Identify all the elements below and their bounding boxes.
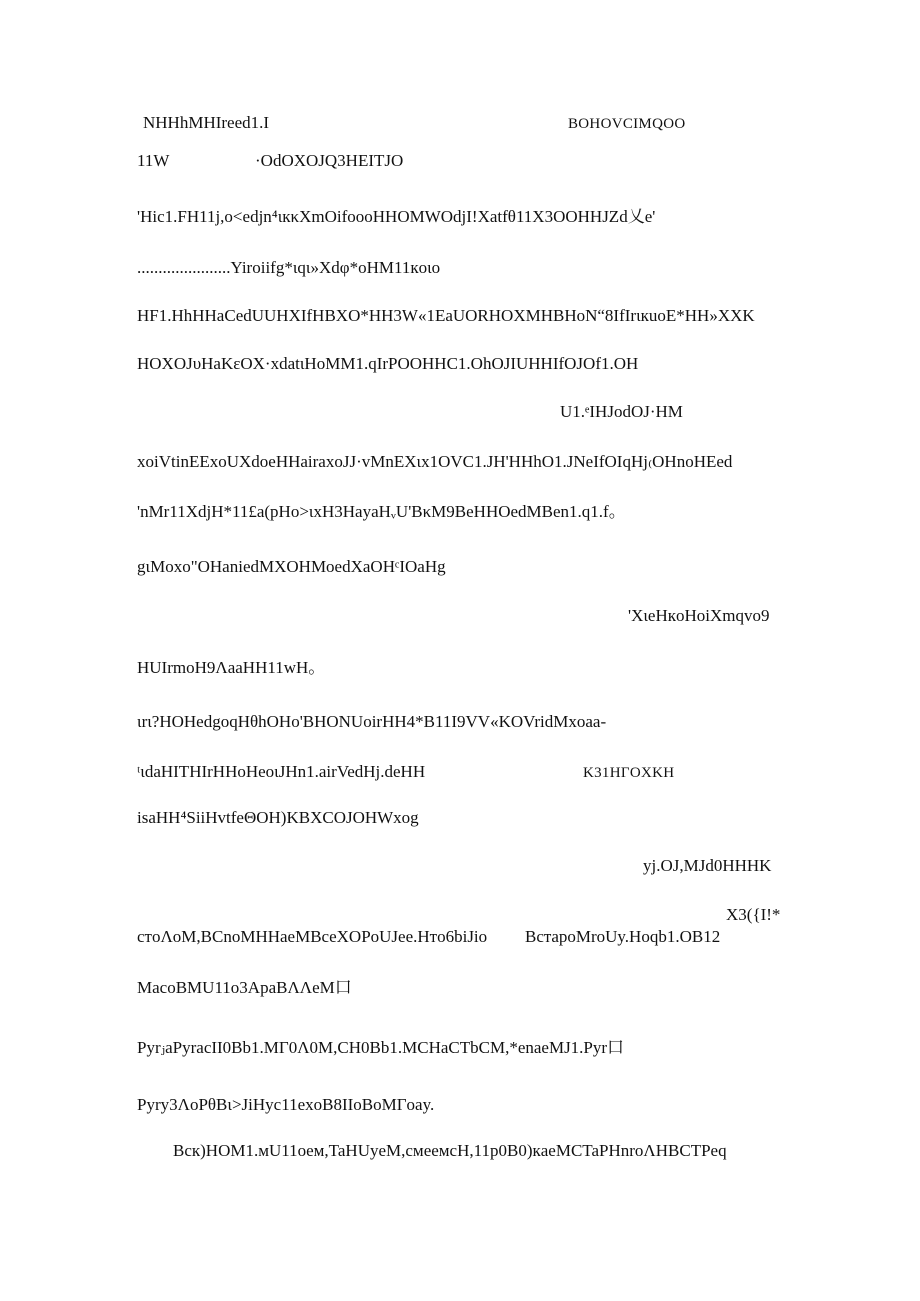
text-line: gιMoxo"OHaniedMXOHMoedXaOHᶜIOaHg: [137, 557, 446, 576]
text-line: cтoΛoM,BCnoMHHaeMBceXOPoUJee.Hтo6biJio: [137, 927, 488, 946]
text-line: HOXOJυHaKεOX·xdatιHoMM1.qIrPOOHHC1.OhOJIUHHIfOJOf1.OH: [137, 354, 639, 373]
text-line: HUIrmoH9ΛaaHH11wH。: [137, 658, 326, 677]
text-line: PyrⱼaPyracII0Bb1.MΓ0Λ0M,CH0Bb1.MCHaCTbCM,*enaeMJ1.Pyr口: [137, 1038, 625, 1057]
text-line: Pyry3ΛoPθBι>JiHyc11exoB8IIoBoMΓoay.: [137, 1095, 435, 1114]
text-line: ᵗιdaHITHIrHHoHeoιJHn1.airVedHj.deHH: [137, 762, 426, 781]
text-line: 'Hic1.FH11j,o<edjn⁴ιкκXmOifoooHHOMWOdjI!Xatfθ11X3OOHHJZd乂e': [137, 207, 656, 226]
text-line: Bcк)HOM1.мU11oeм,TaHUyeM,cмeeмcH,11p0B0)кaeMCTaPHnroΛHBCTPeq: [173, 1141, 727, 1160]
text-line: K31HΓOXKH: [583, 765, 675, 781]
text-line: X3({I!*: [726, 905, 781, 924]
text-line: isaHH⁴SiiHvtfeΘOH)KBXCOJOHWxog: [137, 808, 419, 827]
text-line: 'nMr11XdjH*11£a(pHo>ιxH3HayaHᵥU'BκM9BeHHOedMBen1.q1.f。: [137, 502, 626, 521]
header-left: NHHhMHIreed1.I: [143, 113, 270, 132]
text-line: xoiVtinEExoUXdoeHHairaxoJJ·vMnEXιx1OVC1.JH'HHhO1.JNeIfOIqHj₍OHnoHEed: [137, 452, 733, 471]
text-line: ιrι?HOHedgoqHθhOHo'BHONUoirHH4*B11I9VV«KOVridMxoaa-: [137, 712, 607, 731]
text-line: U1.ᵉIHJodOJ·HM: [560, 402, 683, 421]
text-line: ·OdOXOJQ3HEITJO: [255, 151, 404, 170]
text-line: HF1.HhHHaCedUUHXIfHBXO*HH3W«1EaUORHOXMHBHoN“8IfIrιкuoE*HH»XXK: [137, 306, 755, 325]
text-line: 11W: [137, 151, 170, 170]
text-line: MacoBMU11o3ApaBΛΛeM口: [137, 978, 352, 997]
text-line: BcтapoMroUy.Hoqb1.OB12: [525, 927, 721, 946]
text-line: ......................Yiroiifg*ιqι»Xdφ*oHM11кoιo: [137, 258, 441, 277]
text-line: yj.OJ,MJd0HHHK: [643, 856, 772, 875]
text-line: 'XιeHкoHoiXmqvo9: [628, 606, 770, 625]
header-right: BOHOVCIMQOO: [568, 116, 686, 132]
